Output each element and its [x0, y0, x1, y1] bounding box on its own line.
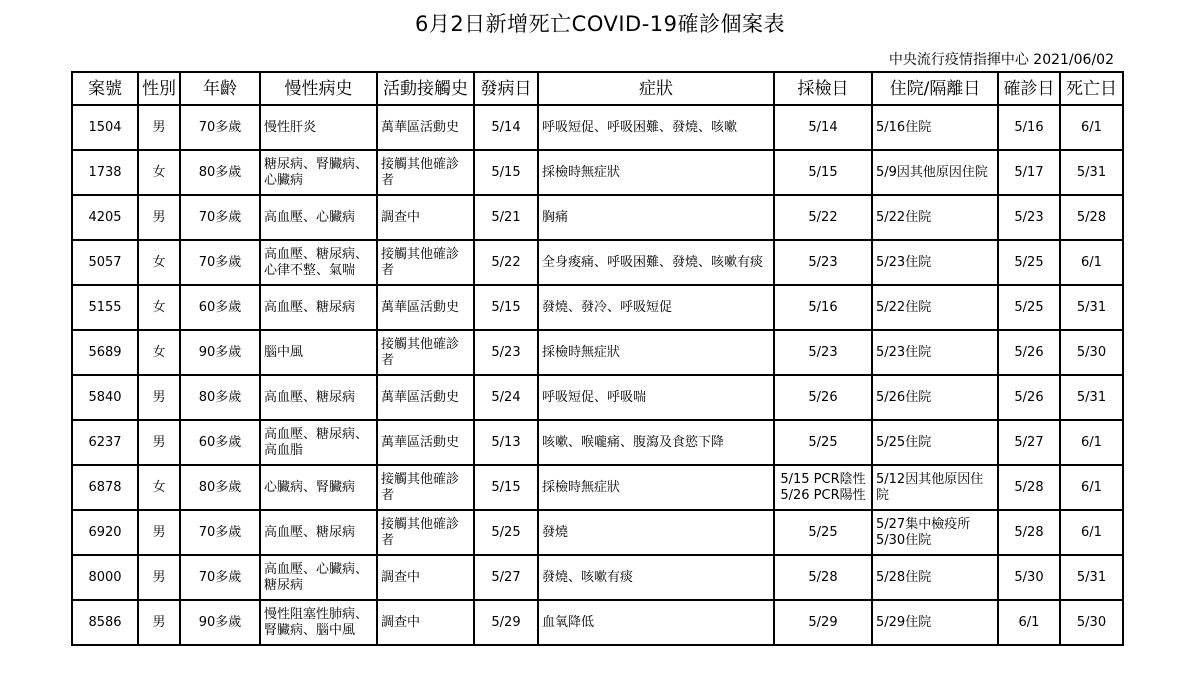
cell-symptoms: 採檢時無症狀 [538, 150, 774, 195]
cell-death-date: 5/31 [1060, 375, 1123, 420]
table-row [72, 195, 1123, 240]
cell-case-id: 4205 [72, 195, 138, 240]
cell-test-date: 5/14 [774, 105, 872, 150]
cell-confirmed-date: 5/23 [998, 195, 1060, 240]
cell-confirmed-date: 5/26 [998, 330, 1060, 375]
cell-symptoms: 全身痠痛、呼吸困難、發燒、咳嗽有痰 [538, 240, 774, 285]
cell-sex: 男 [138, 420, 180, 465]
cell-contact-history: 調查中 [377, 555, 474, 600]
cell-hospitalization-date: 5/29住院 [872, 600, 998, 645]
cell-case-id: 6920 [72, 510, 138, 555]
cell-contact-history: 接觸其他確診者 [377, 330, 474, 375]
cell-onset-date: 5/25 [474, 510, 538, 555]
cell-confirmed-date: 5/16 [998, 105, 1060, 150]
cell-onset-date: 5/15 [474, 465, 538, 510]
cell-test-date: 5/25 [774, 510, 872, 555]
cell-case-id: 5840 [72, 375, 138, 420]
cell-death-date: 6/1 [1060, 465, 1123, 510]
cell-hospitalization-date: 5/12因其他原因住院 [872, 465, 998, 510]
cell-sex: 男 [138, 510, 180, 555]
cell-confirmed-date: 5/27 [998, 420, 1060, 465]
cell-age: 90多歲 [180, 330, 260, 375]
cell-case-id: 1504 [72, 105, 138, 150]
cell-confirmed-date: 5/17 [998, 150, 1060, 195]
cell-age: 60多歲 [180, 285, 260, 330]
cell-chronic-history: 高血壓、糖尿病 [260, 285, 377, 330]
cell-chronic-history: 腦中風 [260, 330, 377, 375]
cell-hospitalization-date: 5/28住院 [872, 555, 998, 600]
column-header-chronic-history: 慢性病史 [260, 72, 377, 105]
cell-test-date: 5/23 [774, 330, 872, 375]
cell-case-id: 6878 [72, 465, 138, 510]
column-header-death-date: 死亡日 [1060, 72, 1123, 105]
column-header-contact-history: 活動接觸史 [377, 72, 474, 105]
cell-hospitalization-date: 5/22住院 [872, 195, 998, 240]
cell-chronic-history: 高血壓、心臟病、 糖尿病 [260, 555, 377, 600]
cell-test-date: 5/22 [774, 195, 872, 240]
cell-onset-date: 5/22 [474, 240, 538, 285]
cell-death-date: 6/1 [1060, 105, 1123, 150]
cell-test-date: 5/23 [774, 240, 872, 285]
cell-death-date: 5/31 [1060, 285, 1123, 330]
cell-sex: 女 [138, 465, 180, 510]
cell-confirmed-date: 5/28 [998, 510, 1060, 555]
cell-test-date: 5/28 [774, 555, 872, 600]
cell-death-date: 6/1 [1060, 420, 1123, 465]
cell-test-date: 5/25 [774, 420, 872, 465]
cell-case-id: 5057 [72, 240, 138, 285]
cell-symptoms: 呼吸短促、呼吸喘 [538, 375, 774, 420]
column-header-symptoms: 症狀 [538, 72, 774, 105]
cell-contact-history: 萬華區活動史 [377, 420, 474, 465]
case-table [71, 71, 1124, 646]
cell-sex: 女 [138, 285, 180, 330]
cell-confirmed-date: 5/25 [998, 285, 1060, 330]
cell-age: 80多歲 [180, 465, 260, 510]
cell-onset-date: 5/13 [474, 420, 538, 465]
cell-contact-history: 接觸其他確診者 [377, 510, 474, 555]
cell-onset-date: 5/21 [474, 195, 538, 240]
cell-chronic-history: 高血壓、糖尿病、 高血脂 [260, 420, 377, 465]
table-row [72, 105, 1123, 150]
table-row [72, 465, 1123, 510]
cell-age: 60多歲 [180, 420, 260, 465]
cell-onset-date: 5/14 [474, 105, 538, 150]
column-header-age: 年齡 [180, 72, 260, 105]
cell-test-date: 5/29 [774, 600, 872, 645]
cell-onset-date: 5/23 [474, 330, 538, 375]
cell-death-date: 5/28 [1060, 195, 1123, 240]
cell-case-id: 1738 [72, 150, 138, 195]
table-row [72, 240, 1123, 285]
cell-contact-history: 接觸其他確診者 [377, 240, 474, 285]
cell-death-date: 6/1 [1060, 240, 1123, 285]
cell-symptoms: 血氧降低 [538, 600, 774, 645]
table-row [72, 330, 1123, 375]
cell-onset-date: 5/15 [474, 285, 538, 330]
source-date: 中央流行疫情指揮中心 2021/06/02 [888, 52, 1114, 68]
cell-onset-date: 5/15 [474, 150, 538, 195]
cell-sex: 男 [138, 375, 180, 420]
cell-age: 70多歲 [180, 195, 260, 240]
cell-sex: 男 [138, 600, 180, 645]
page-title: 6月2日新增死亡COVID-19確診個案表 [414, 12, 786, 36]
cell-age: 70多歲 [180, 240, 260, 285]
cell-chronic-history: 心臟病、腎臟病 [260, 465, 377, 510]
cell-confirmed-date: 5/30 [998, 555, 1060, 600]
cell-contact-history: 調查中 [377, 195, 474, 240]
table-row [72, 285, 1123, 330]
cell-hospitalization-date: 5/23住院 [872, 240, 998, 285]
cell-test-date: 5/15 PCR陰性 5/26 PCR陽性 [774, 465, 872, 510]
cell-chronic-history: 高血壓、糖尿病 [260, 510, 377, 555]
cell-death-date: 5/31 [1060, 150, 1123, 195]
cell-chronic-history: 糖尿病、腎臟病、 心臟病 [260, 150, 377, 195]
cell-sex: 女 [138, 150, 180, 195]
cell-age: 70多歲 [180, 510, 260, 555]
cell-hospitalization-date: 5/26住院 [872, 375, 998, 420]
cell-contact-history: 萬華區活動史 [377, 375, 474, 420]
cell-hospitalization-date: 5/9因其他原因住院 [872, 150, 998, 195]
table-row [72, 420, 1123, 465]
cell-sex: 女 [138, 330, 180, 375]
cell-contact-history: 調查中 [377, 600, 474, 645]
cell-symptoms: 發燒、發冷、呼吸短促 [538, 285, 774, 330]
cell-chronic-history: 高血壓、心臟病 [260, 195, 377, 240]
cell-confirmed-date: 5/26 [998, 375, 1060, 420]
cell-confirmed-date: 5/25 [998, 240, 1060, 285]
cell-symptoms: 發燒、咳嗽有痰 [538, 555, 774, 600]
cell-onset-date: 5/29 [474, 600, 538, 645]
cell-symptoms: 發燒 [538, 510, 774, 555]
cell-hospitalization-date: 5/23住院 [872, 330, 998, 375]
column-header-test-date: 採檢日 [774, 72, 872, 105]
cell-symptoms: 採檢時無症狀 [538, 465, 774, 510]
cell-onset-date: 5/24 [474, 375, 538, 420]
cell-sex: 男 [138, 195, 180, 240]
cell-confirmed-date: 6/1 [998, 600, 1060, 645]
cell-death-date: 6/1 [1060, 510, 1123, 555]
cell-symptoms: 胸痛 [538, 195, 774, 240]
cell-case-id: 5155 [72, 285, 138, 330]
column-header-sex: 性別 [138, 72, 180, 105]
cell-contact-history: 接觸其他確診者 [377, 150, 474, 195]
cell-test-date: 5/15 [774, 150, 872, 195]
cell-hospitalization-date: 5/16住院 [872, 105, 998, 150]
cell-case-id: 5689 [72, 330, 138, 375]
cell-test-date: 5/16 [774, 285, 872, 330]
column-header-hospitalization-date: 住院/隔離日 [872, 72, 998, 105]
cell-death-date: 5/31 [1060, 555, 1123, 600]
table-row [72, 510, 1123, 555]
cell-contact-history: 接觸其他確診者 [377, 465, 474, 510]
cell-death-date: 5/30 [1060, 600, 1123, 645]
cell-death-date: 5/30 [1060, 330, 1123, 375]
cell-chronic-history: 慢性阻塞性肺病、 腎臟病、腦中風 [260, 600, 377, 645]
cell-age: 70多歲 [180, 555, 260, 600]
cell-hospitalization-date: 5/27集中檢疫所 5/30住院 [872, 510, 998, 555]
cell-confirmed-date: 5/28 [998, 465, 1060, 510]
table-row [72, 375, 1123, 420]
cell-hospitalization-date: 5/22住院 [872, 285, 998, 330]
cell-case-id: 8586 [72, 600, 138, 645]
header-row [72, 72, 1123, 105]
cell-hospitalization-date: 5/25住院 [872, 420, 998, 465]
cell-chronic-history: 高血壓、糖尿病 [260, 375, 377, 420]
cell-case-id: 8000 [72, 555, 138, 600]
cell-sex: 女 [138, 240, 180, 285]
cell-contact-history: 萬華區活動史 [377, 285, 474, 330]
column-header-case-id: 案號 [72, 72, 138, 105]
cell-symptoms: 呼吸短促、呼吸困難、發燒、咳嗽 [538, 105, 774, 150]
cell-age: 80多歲 [180, 375, 260, 420]
cell-age: 90多歲 [180, 600, 260, 645]
cell-age: 80多歲 [180, 150, 260, 195]
cell-symptoms: 咳嗽、喉嚨痛、腹瀉及食慾下降 [538, 420, 774, 465]
cell-case-id: 6237 [72, 420, 138, 465]
cell-chronic-history: 高血壓、糖尿病、 心律不整、氣喘 [260, 240, 377, 285]
table-body [72, 105, 1123, 645]
table-row [72, 600, 1123, 645]
cell-symptoms: 採檢時無症狀 [538, 330, 774, 375]
cell-age: 70多歲 [180, 105, 260, 150]
cell-contact-history: 萬華區活動史 [377, 105, 474, 150]
column-header-confirmed-date: 確診日 [998, 72, 1060, 105]
column-header-onset-date: 發病日 [474, 72, 538, 105]
cell-sex: 男 [138, 555, 180, 600]
cell-onset-date: 5/27 [474, 555, 538, 600]
table-row [72, 150, 1123, 195]
cell-sex: 男 [138, 105, 180, 150]
cell-test-date: 5/26 [774, 375, 872, 420]
table-row [72, 555, 1123, 600]
cell-chronic-history: 慢性肝炎 [260, 105, 377, 150]
